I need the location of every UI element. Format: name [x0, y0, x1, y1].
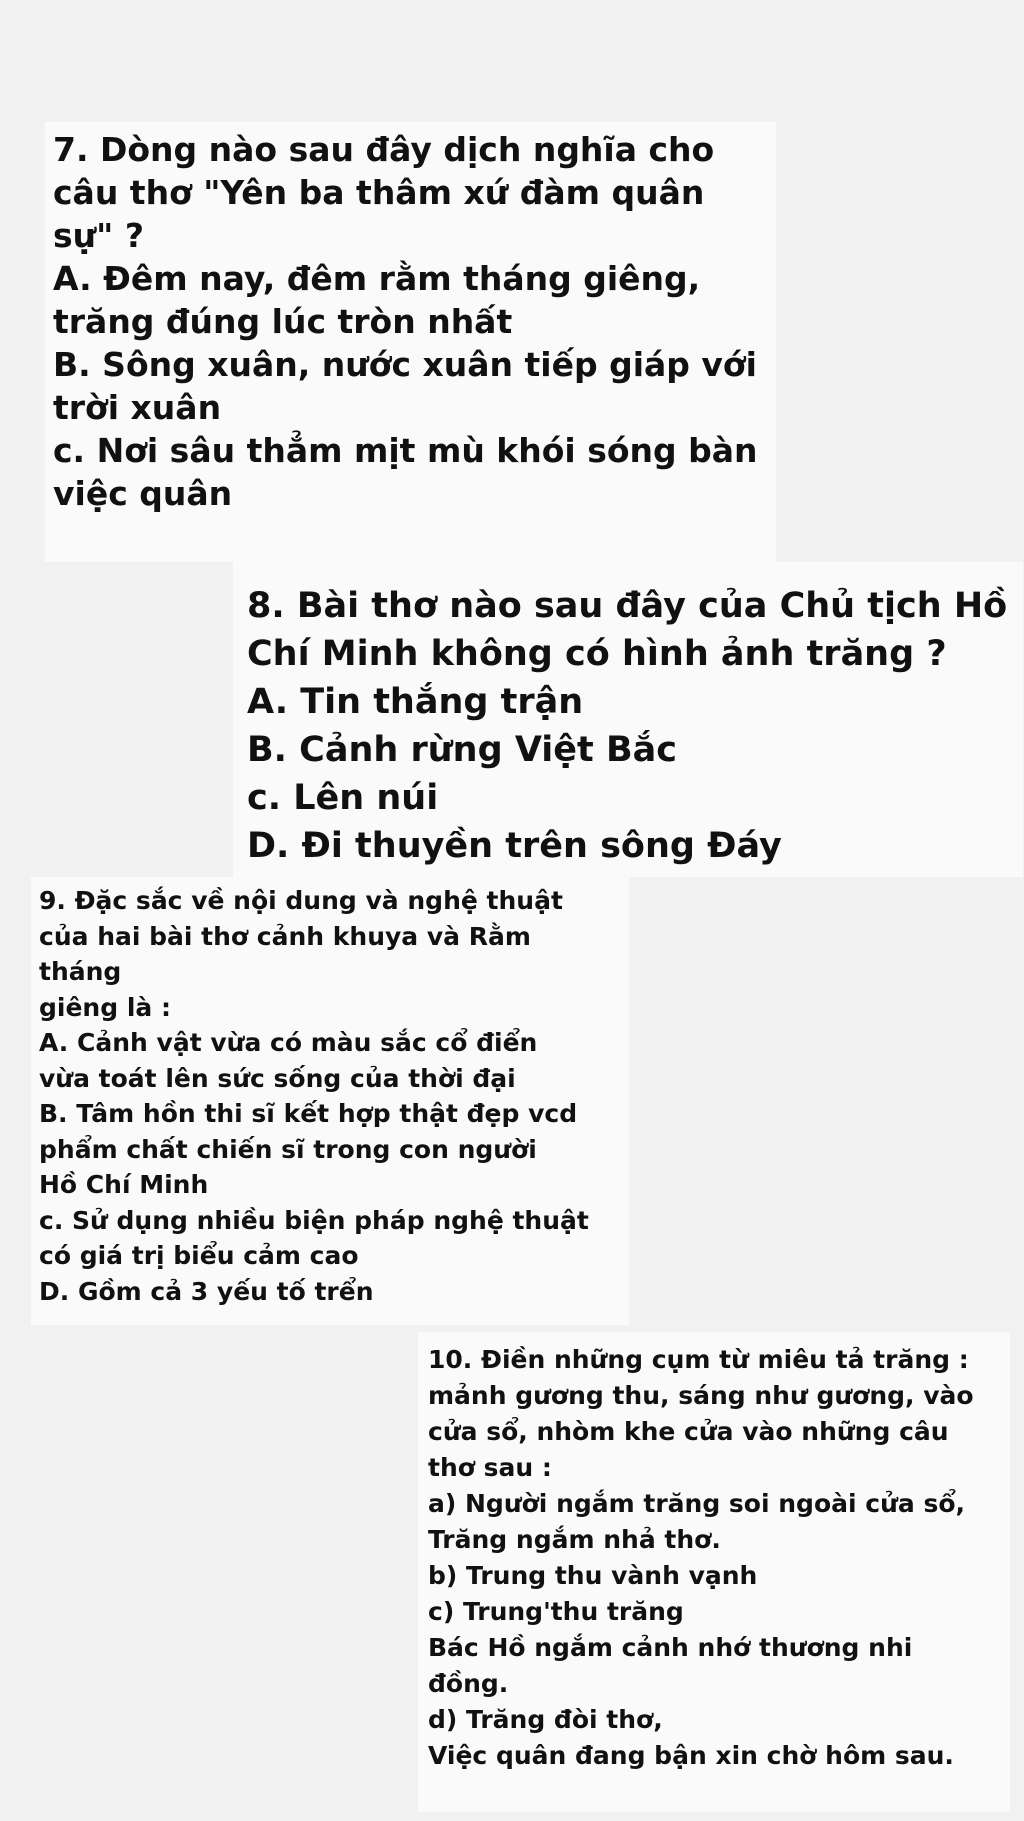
q10-item-a-cont: Trăng ngắm nhả thơ.	[428, 1525, 721, 1554]
q7-option-b-cont: trời xuân	[53, 388, 222, 427]
q10-item-d-cont: Việc quân đang bận xin chờ hôm sau.	[428, 1741, 954, 1770]
q10-question-line-3: cửa sổ, nhòm khe cửa vào những câu	[428, 1417, 949, 1446]
q7-question-line-3: sự" ?	[53, 216, 144, 255]
question-9-card	[31, 877, 629, 1325]
q10-item-c-cont-2: đồng.	[428, 1669, 509, 1698]
q8-option-d: D. Đi thuyền trên sông Đáy	[247, 826, 782, 866]
q7-question-line-2: câu thơ "Yên ba thâm xứ đàm quân	[53, 173, 705, 212]
q9-question-line-1: 9. Đặc sắc về nội dung và nghệ thuật	[39, 886, 563, 915]
q9-option-b: B. Tâm hồn thi sĩ kết hợp thật đẹp vcd	[39, 1099, 578, 1128]
q9-option-c-cont: có giá trị biểu cảm cao	[39, 1241, 359, 1270]
q8-question-line-2: Chí Minh không có hình ảnh trăng ?	[247, 634, 947, 674]
q9-option-b-cont: phẩm chất chiến sĩ trong con người	[39, 1134, 537, 1164]
q9-question-line-3: tháng	[39, 957, 122, 986]
q10-item-b: b) Trung thu vành vạnh	[428, 1561, 758, 1590]
q10-question-line-4: thơ sau :	[428, 1453, 552, 1482]
q10-question-line-2: mảnh gương thu, sáng như gương, vào	[428, 1381, 974, 1410]
q7-option-c-cont: việc quân	[53, 474, 233, 513]
q10-item-c-cont: Bác Hồ ngắm cảnh nhớ thương nhi	[428, 1633, 913, 1662]
q8-option-c: c. Lên núi	[247, 778, 439, 818]
q9-option-d: D. Gồm cả 3 yếu tố trển	[39, 1276, 374, 1306]
q10-item-a: a) Người ngắm trăng soi ngoài cửa sổ,	[428, 1489, 966, 1518]
q9-option-a-cont: vừa toát lên sức sống của thời đại	[39, 1063, 516, 1093]
q8-option-a: A. Tin thắng trận	[247, 682, 584, 722]
q10-item-c: c) Trung'thu trăng	[428, 1597, 684, 1626]
q8-question-line-1: 8. Bài thơ nào sau đây của Chủ tịch Hồ	[247, 586, 1008, 626]
q7-option-b: B. Sông xuân, nước xuân tiếp giáp với	[53, 345, 757, 384]
question-7-card	[45, 122, 776, 562]
q8-option-b: B. Cảnh rừng Việt Bắc	[247, 730, 677, 770]
q9-question-line-4: giêng là :	[39, 992, 171, 1022]
q10-item-d: d) Trăng đòi thơ,	[428, 1705, 663, 1734]
question-10-card	[418, 1332, 1010, 1812]
q9-option-b-cont-2: Hồ Chí Minh	[39, 1170, 209, 1199]
q9-option-a: A. Cảnh vật vừa có màu sắc cổ điển	[39, 1028, 538, 1057]
q10-question-line-1: 10. Điền những cụm từ miêu tả trăng :	[428, 1345, 969, 1374]
q7-option-a-cont: trăng đúng lúc tròn nhất	[53, 302, 513, 341]
q7-option-a: A. Đêm nay, đêm rằm tháng giêng,	[53, 259, 701, 298]
q7-option-c: c. Nơi sâu thẳm mịt mù khói sóng bàn	[53, 431, 758, 470]
question-8-card	[233, 562, 1023, 877]
q7-question-line-1: 7. Dòng nào sau đây dịch nghĩa cho	[53, 130, 715, 169]
q9-option-c: c. Sử dụng nhiều biện pháp nghệ thuật	[39, 1205, 589, 1235]
q9-question-line-2: của hai bài thơ cảnh khuya và Rằm	[39, 921, 531, 951]
